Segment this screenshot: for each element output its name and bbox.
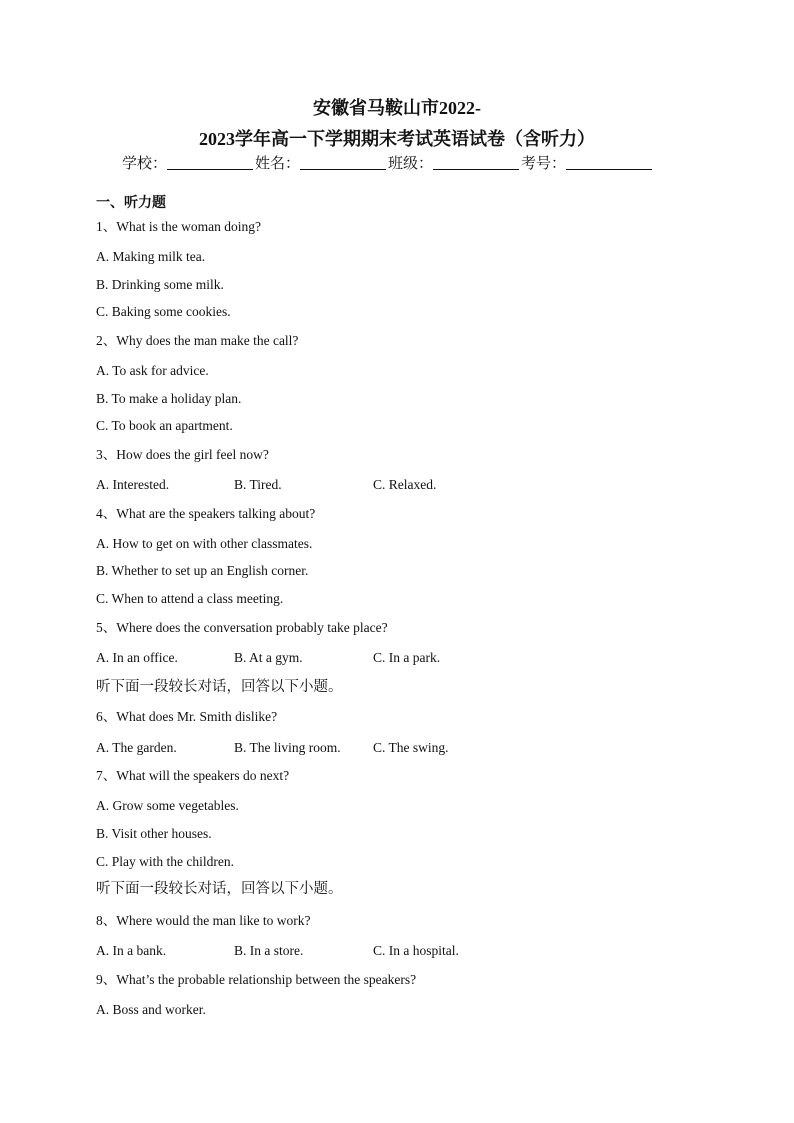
q4-option-b: B. Whether to set up an English corner. <box>96 563 309 578</box>
student-info-row <box>122 154 682 174</box>
school-label: 学校： <box>122 156 168 172</box>
q3-option-b: B. Tired. <box>234 477 282 492</box>
q1-option-c: C. Baking some cookies. <box>96 304 231 319</box>
q2-option-a: A. To ask for advice. <box>96 363 209 378</box>
q1-option-a: A. Making milk tea. <box>96 249 206 264</box>
q1-option-b: B. Drinking some milk. <box>96 277 224 292</box>
class-label: 班级： <box>388 156 434 172</box>
q5-option-b: B. At a gym. <box>234 650 303 665</box>
question-4: 4、What are the speakers talking about? <box>96 506 316 521</box>
q6-option-b: B. The living room. <box>234 740 341 755</box>
q6-option-c: C. The swing. <box>373 740 449 755</box>
q8-option-c: C. In a hospital. <box>373 943 459 958</box>
question-8: 8、Where would the man like to work? <box>96 913 311 928</box>
school-blank <box>167 155 253 170</box>
question-3: 3、How does the girl feel now? <box>96 447 269 462</box>
q7-option-c: C. Play with the children. <box>96 854 234 869</box>
question-5: 5、Where does the conversation probably take place? <box>96 620 388 635</box>
q2-option-c: C. To book an apartment. <box>96 418 233 433</box>
long-dialog-instruction-1: 听下面一段较长对话，回答以下小题。 <box>96 679 343 695</box>
q2-option-b: B. To make a holiday plan. <box>96 391 242 406</box>
exam-number-label: 考号： <box>521 156 567 172</box>
q3-option-c: C. Relaxed. <box>373 477 437 492</box>
q6-option-a: A. The garden. <box>96 740 177 755</box>
q3-option-a: A. Interested. <box>96 477 170 492</box>
q8-option-a: A. In a bank. <box>96 943 167 958</box>
long-dialog-instruction-2: 听下面一段较长对话，回答以下小题。 <box>96 881 343 897</box>
q4-option-c: C. When to attend a class meeting. <box>96 591 284 606</box>
question-2: 2、Why does the man make the call? <box>96 333 299 348</box>
q4-option-a: A. How to get on with other classmates. <box>96 536 313 551</box>
question-1: 1、What is the woman doing? <box>96 219 261 234</box>
exam-number-blank <box>566 155 652 170</box>
question-9: 9、What’s the probable relationship between the speakers? <box>96 972 417 987</box>
q8-option-b: B. In a store. <box>234 943 304 958</box>
section-heading: 一、听力题 <box>96 196 166 211</box>
q5-option-c: C. In a park. <box>373 650 441 665</box>
name-label: 姓名： <box>255 156 301 172</box>
question-6: 6、What does Mr. Smith dislike? <box>96 709 278 724</box>
q7-option-a: A. Grow some vegetables. <box>96 798 239 813</box>
exam-title-line1: 安徽省马鞍山市2022- <box>313 98 481 118</box>
q7-option-b: B. Visit other houses. <box>96 826 212 841</box>
question-7: 7、What will the speakers do next? <box>96 768 290 783</box>
q5-option-a: A. In an office. <box>96 650 178 665</box>
exam-title-line2: 2023学年高一下学期期末考试英语试卷（含听力） <box>199 129 595 149</box>
name-blank <box>300 155 386 170</box>
class-blank <box>433 155 519 170</box>
q9-option-a: A. Boss and worker. <box>96 1002 206 1017</box>
